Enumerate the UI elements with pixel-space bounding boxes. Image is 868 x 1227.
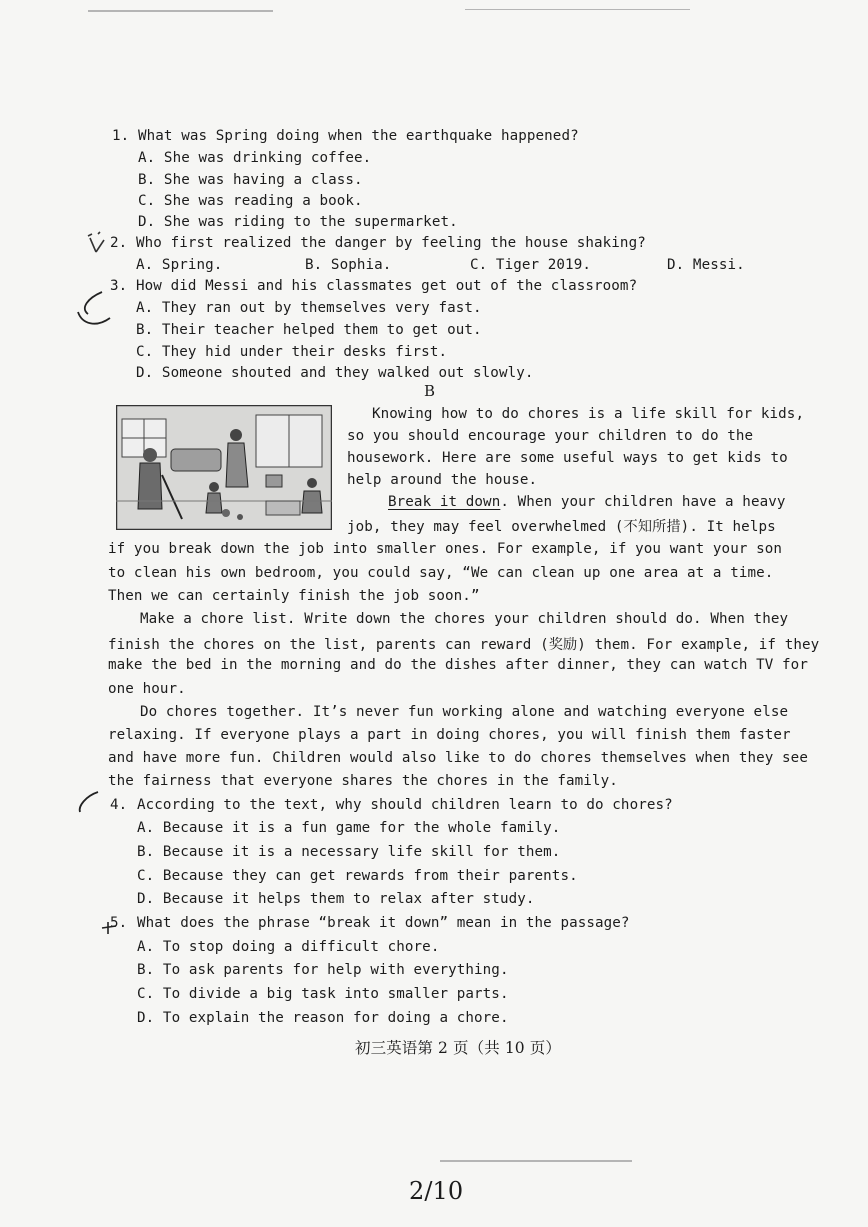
passage-line: and have more fun. Children would also like to do chores themselves when they see	[108, 750, 808, 766]
passage-line: one hour.	[108, 681, 186, 697]
question-number: 1.	[112, 128, 130, 144]
option-c: C. Tiger 2019.	[470, 257, 591, 273]
scan-artifact-line	[440, 1160, 632, 1162]
passage-line: the fairness that everyone shares the chores in the family.	[108, 773, 618, 789]
scan-artifact-line	[465, 9, 690, 10]
option-a: A. Because it is a fun game for the whole family.	[137, 820, 561, 836]
question-number: 4.	[110, 797, 128, 813]
scan-artifact-line	[88, 10, 273, 12]
option-d: D. Because it helps them to relax after study.	[137, 891, 535, 907]
option-b: B. To ask parents for help with everything.	[137, 962, 509, 978]
passage-line: Break it down. When your children have a heavy	[388, 494, 786, 510]
option-b: B. Sophia.	[305, 257, 392, 273]
pdf-page-indicator: 2/10	[409, 1177, 464, 1205]
chores-illustration	[116, 405, 332, 530]
passage-line: Then we can certainly finish the job soon.”	[108, 588, 480, 604]
question-stem: How did Messi and his classmates get out of the classroom?	[136, 278, 638, 294]
option-a: A. They ran out by themselves very fast.	[136, 300, 482, 316]
passage-line: to clean his own bedroom, you could say, “We can clean up one area at a time.	[108, 565, 774, 581]
option-a: A. She was drinking coffee.	[138, 150, 372, 166]
passage-line: so you should encourage your children to do the	[347, 428, 754, 444]
question-number: 5.	[110, 915, 128, 931]
question-number: 2.	[110, 235, 128, 251]
passage-line: Do chores together. It’s never fun working alone and watching everyone else	[140, 704, 789, 720]
passage-line: Make a chore list. Write down the chores your children should do. When they	[140, 611, 789, 627]
option-a: A. To stop doing a difficult chore.	[137, 939, 440, 955]
underlined-phrase: Break it down	[388, 494, 501, 510]
option-d: D. Messi.	[667, 257, 745, 273]
option-c: C. She was reading a book.	[138, 193, 363, 209]
page-footer-label: 初三英语第 2 页（共 10 页）	[355, 1039, 561, 1057]
question-stem: What was Spring doing when the earthquake happened?	[138, 128, 579, 144]
option-b: B. Their teacher helped them to get out.	[136, 322, 482, 338]
option-a: A. Spring.	[136, 257, 223, 273]
handwritten-mark	[86, 230, 116, 260]
question-stem: What does the phrase “break it down” mean in the passage?	[137, 915, 630, 931]
option-b: B. Because it is a necessary life skill for them.	[137, 844, 561, 860]
passage-line: job, they may feel overwhelmed (不知所措). It helps	[347, 519, 776, 535]
option-d: D. To explain the reason for doing a chore.	[137, 1010, 509, 1026]
question-number: 3.	[110, 278, 128, 294]
option-c: C. They hid under their desks first.	[136, 344, 448, 360]
passage-line: Knowing how to do chores is a life skill for kids,	[372, 406, 805, 422]
option-c: C. Because they can get rewards from their parents.	[137, 868, 578, 884]
handwritten-mark	[74, 788, 106, 818]
passage-line: housework. Here are some useful ways to get kids to	[347, 450, 788, 466]
handwritten-mark	[74, 288, 118, 334]
option-b: B. She was having a class.	[138, 172, 363, 188]
question-stem: Who first realized the danger by feeling the house shaking?	[136, 235, 646, 251]
passage-line: finish the chores on the list, parents can reward (奖励) them. For example, if they	[108, 637, 820, 653]
section-heading: B	[424, 382, 436, 400]
option-c: C. To divide a big task into smaller parts.	[137, 986, 509, 1002]
option-d: D. She was riding to the supermarket.	[138, 214, 458, 230]
passage-line: relaxing. If everyone plays a part in doing chores, you will finish them faster	[108, 727, 791, 743]
question-stem: According to the text, why should children learn to do chores?	[137, 797, 673, 813]
passage-line: if you break down the job into smaller ones. For example, if you want your son	[108, 541, 783, 557]
passage-line: help around the house.	[347, 472, 538, 488]
option-d: D. Someone shouted and they walked out slowly.	[136, 365, 534, 381]
passage-line: make the bed in the morning and do the dishes after dinner, they can watch TV for	[108, 657, 808, 673]
